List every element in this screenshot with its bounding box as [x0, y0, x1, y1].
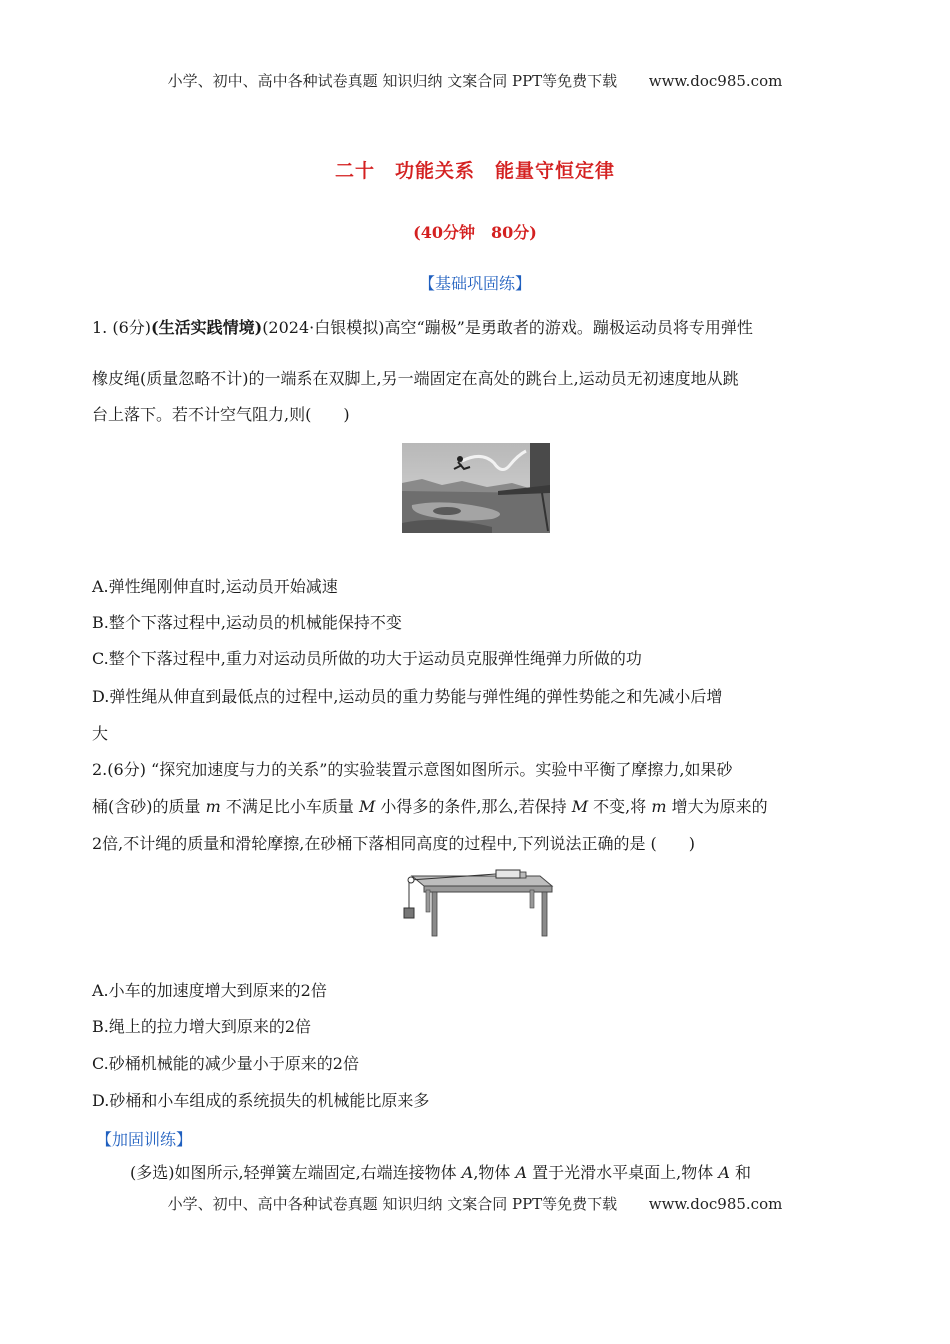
q1-source: (2024·白银模拟) [262, 318, 385, 337]
q1-option-c: C.整个下落过程中,重力对运动员所做的功大于运动员克服弹性绳弹力所做的功 [92, 649, 642, 668]
q1-option-d: D.弹性绳从伸直到最低点的过程中,运动员的重力势能与弹性绳的弹性势能之和先减小后增 [92, 687, 723, 706]
q3-text-a: (多选)如图所示,轻弹簧左端固定,右端连接物体 [130, 1163, 462, 1182]
q3-line1 [130, 1163, 870, 1183]
q2-var-M: M [358, 797, 376, 816]
q3-text-b: ,物体 [473, 1163, 516, 1182]
q2-var-m: m [651, 797, 667, 816]
section-reinforce: 【加固训练】 [96, 1130, 193, 1149]
q3-text-c: 置于光滑水平桌面上,物体 [527, 1163, 719, 1182]
q1-option-b: B.整个下落过程中,运动员的机械能保持不变 [92, 613, 402, 632]
q1-option-a: A.弹性绳刚伸直时,运动员开始减速 [92, 577, 338, 596]
q1-line2: 橡皮绳(质量忽略不计)的一端系在双脚上,另一端固定在高处的跳台上,运动员无初速度地从跳 [92, 369, 739, 388]
q2-text-b: 不满足比小车质量 [220, 797, 359, 816]
footer-text: 小学、初中、高中各种试卷真题 知识归纳 文案合同 PPT等免费下载 [167, 1195, 618, 1213]
page-footer [0, 1193, 950, 1214]
header-text: 小学、初中、高中各种试卷真题 知识归纳 文案合同 PPT等免费下载 [167, 72, 618, 90]
q2-option-a: A.小车的加速度增大到原来的2倍 [92, 981, 327, 1000]
q2-option-c: C.砂桶机械能的减少量小于原来的2倍 [92, 1054, 359, 1073]
q1-stem-1: 高空“蹦极”是勇敢者的游戏。蹦极运动员将专用弹性 [384, 318, 753, 337]
q2-option-b: B.绳上的拉力增大到原来的2倍 [92, 1017, 312, 1036]
q2-var-M: M [571, 797, 589, 816]
q2-var-m: m [205, 797, 221, 816]
q3-text-d: 和 [729, 1163, 751, 1182]
q2-text-a: 桶(含砂)的质量 [92, 797, 206, 816]
lab-setup-diagram [402, 868, 554, 940]
footer-url: www.doc985.com [648, 1195, 783, 1213]
header-url: www.doc985.com [648, 72, 783, 90]
q2-line3: 2倍,不计绳的质量和滑轮摩擦,在砂桶下落相同高度的过程中,下列说法正确的是 ( ) [92, 834, 696, 853]
q2-text-e: 增大为原来的 [666, 797, 768, 816]
q2-line2 [92, 797, 862, 817]
q1-num: 1. (6分) [92, 318, 152, 337]
q2-line1: 2.(6分) “探究加速度与力的关系”的实验装置示意图如图所示。实验中平衡了摩擦力,如果砂 [92, 760, 733, 779]
q2-text-d: 不变,将 [588, 797, 652, 816]
q1-tag: (生活实践情境) [151, 318, 263, 337]
q3-var-A: A [515, 1163, 528, 1182]
q1-option-d-cont: 大 [92, 724, 109, 743]
q2-text-c: 小得多的条件,那么,若保持 [375, 797, 572, 816]
q3-var-A: A [461, 1163, 474, 1182]
page-title: 二十 功能关系 能量守恒定律 [334, 160, 615, 182]
section-basic: 【基础巩固练】 [418, 274, 531, 293]
page-subtitle: (40分钟 80分) [413, 223, 537, 242]
page-header [0, 70, 950, 91]
q2-option-d: D.砂桶和小车组成的系统损失的机械能比原来多 [92, 1091, 430, 1110]
bungee-photo [402, 443, 550, 533]
q3-var-A: A [718, 1163, 730, 1182]
q1-line3: 台上落下。若不计空气阻力,则( ) [92, 405, 350, 424]
q1-line1 [92, 318, 862, 338]
